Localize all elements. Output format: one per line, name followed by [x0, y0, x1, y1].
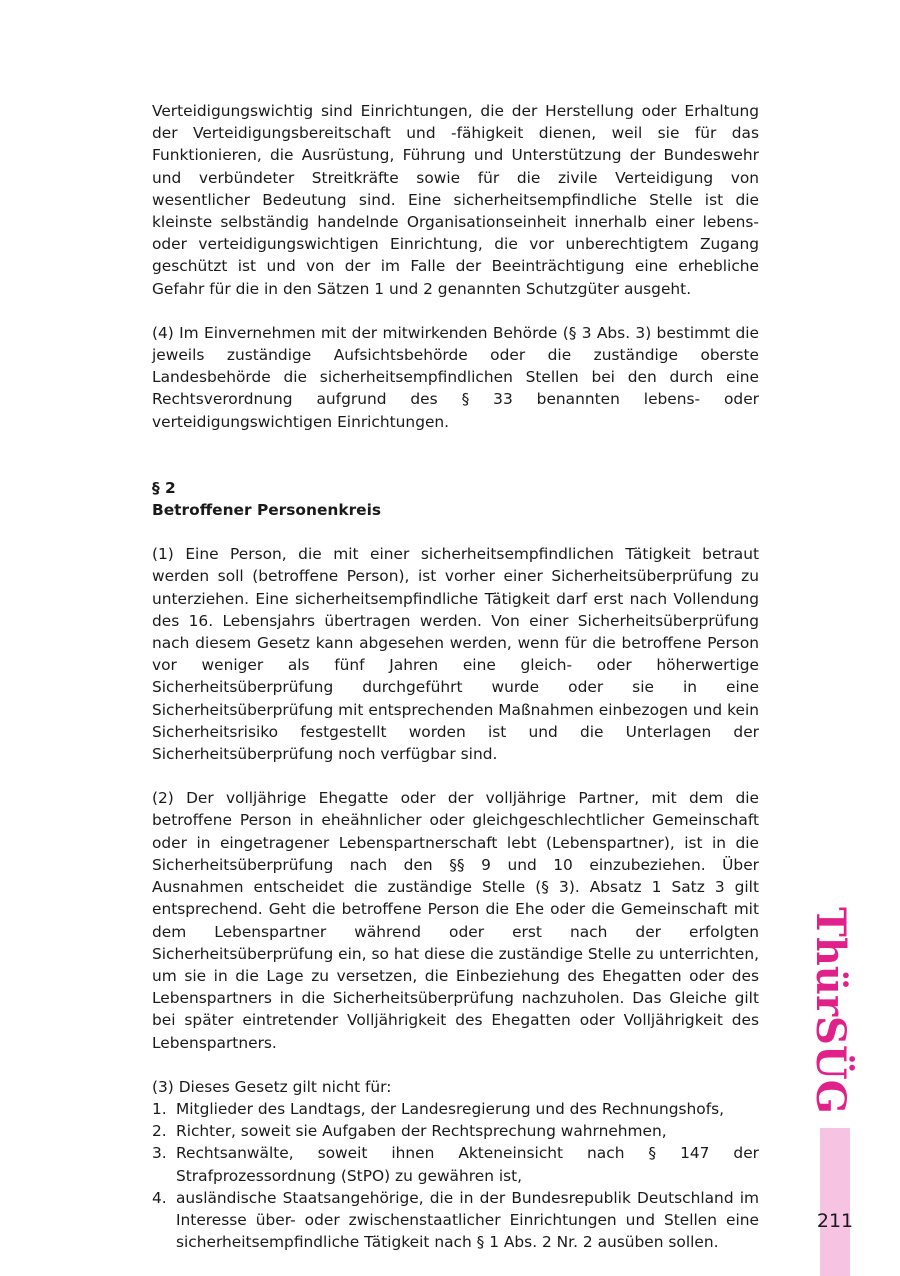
list-item-number: 2. — [152, 1122, 167, 1141]
list-item — [152, 1120, 759, 1142]
exclusion-list — [152, 1098, 759, 1253]
paragraph-continuation: Verteidigungswichtig sind Einrichtungen, die der Herstellung oder Erhaltung der Verteidigungsbereitschaft und -fähigkeit dienen, weil sie für das Funktionieren, die Ausrüstung, Führung und Unterstützung der Bundeswehr und verbündeter Streitkräfte sowie für die zivile Verteidigung von wesentlicher Bedeutung sind. Eine sicherheitsempfindliche Stelle ist die kleinste selbständig handelnde Organisationseinheit innerhalb einer lebens- oder verteidigungswichtigen Einrichtung, die vor unberechtigtem Zugang geschützt ist und von der im Falle der Beeinträchtigung eine erhebliche Gefahr für die in den Sätzen 1 und 2 genannten Schutzgüter ausgeht. — [152, 102, 759, 298]
paragraph-abs-3-intro: (3) Dieses Gesetz gilt nicht für: — [152, 1077, 392, 1096]
list-item-text: Rechtsanwälte, soweit ihnen Akteneinsicht nach § 147 der Strafprozessordnung (StPO) zu gewähren ist, — [176, 1144, 759, 1185]
page-number: 211 — [816, 1210, 854, 1232]
side-title — [790, 906, 870, 1114]
paragraph-abs-4: (4) Im Einvernehmen mit der mitwirkenden Behörde (§ 3 Abs. 3) bestimmt die jeweils zuständige Aufsichtsbehörde oder die zuständige oberste Landesbehörde die sicherheitsempfindlichen Stellen bei den durch eine Rechtsverordnung aufgrund des § 33 benannten lebens- oder verteidigungswichtigen Einrichtungen. — [152, 323, 759, 431]
section-title: Betroffener Personenkreis — [152, 501, 382, 520]
side-title-text: ThürSÜG — [806, 906, 854, 1114]
list-item-number: 4. — [152, 1188, 167, 1207]
list-item-text: Mitglieder des Landtags, der Landesregierung und des Rechnungshofs, — [176, 1099, 725, 1118]
paragraph-abs-1: (1) Eine Person, die mit einer sicherheitsempfindlichen Tätigkeit betraut werden soll (betroffene Person), ist vorher einer Sicherheitsüberprüfung zu unterziehen. Eine sicherheitsempfindliche Tätigkeit darf erst nach Vollendung des 16. Lebensjahrs übertragen werden. Von einer Sicherheitsüberprüfung nach diesem Gesetz kann abgesehen werden, wenn für die betroffene Person vor weniger als fünf Jahren eine gleich- oder höherwertige Sicherheitsüberprüfung durchgeführt wurde oder sie in eine Sicherheitsüberprüfung mit entsprechenden Maßnahmen einbezogen und kein Sicherheitsrisiko festgestellt worden ist und die Unterlagen der Sicherheitsüberprüfung noch verfügbar sind. — [152, 545, 759, 764]
section-number: § 2 — [152, 478, 176, 497]
paragraph-abs-2: (2) Der volljährige Ehegatte oder der volljährige Partner, mit dem die betroffene Person in eheähnlicher oder gleichgeschlechtlicher Gemeinschaft oder in eingetragener Lebenspartnerschaft lebt (Lebenspartner), ist in die Sicherheitsüberprüfung nach den §§ 9 und 10 einzubeziehen. Über Ausnahmen entscheidet die zuständige Stelle (§ 3). Absatz 1 Satz 3 gilt entsprechend. Geht die betroffene Person die Ehe oder die Gemeinschaft mit dem Lebenspartner während oder erst nach der erfolgten Sicherheitsüberprüfung ein, so hat diese die zuständige Stelle zu unterrichten, um sie in die Lage zu versetzen, die Einbeziehung des Ehegatten oder des Lebenspartners in die Sicherheitsüberprüfung nachzuholen. Das Gleiche gilt bei später eintretender Volljährigkeit des Ehegatten oder Volljährigkeit des Lebenspartners. — [152, 789, 759, 1052]
list-item — [152, 1098, 759, 1120]
list-item — [152, 1187, 759, 1254]
page-tab-marker — [820, 1128, 850, 1276]
page-body — [152, 100, 759, 1253]
list-item-number: 3. — [152, 1144, 167, 1163]
list-item-text: ausländische Staatsangehörige, die in der Bundesrepublik Deutschland im Interesse über- oder zwischenstaatlicher Einrichtungen und Stellen eine sicherheitsempfindliche Tätigkeit nach § 1 Abs. 2 Nr. 2 ausüben sollen. — [176, 1188, 759, 1252]
list-item-number: 1. — [152, 1099, 167, 1118]
list-item-text: Richter, soweit sie Aufgaben der Rechtsprechung wahrnehmen, — [176, 1122, 667, 1141]
list-item — [152, 1142, 759, 1186]
